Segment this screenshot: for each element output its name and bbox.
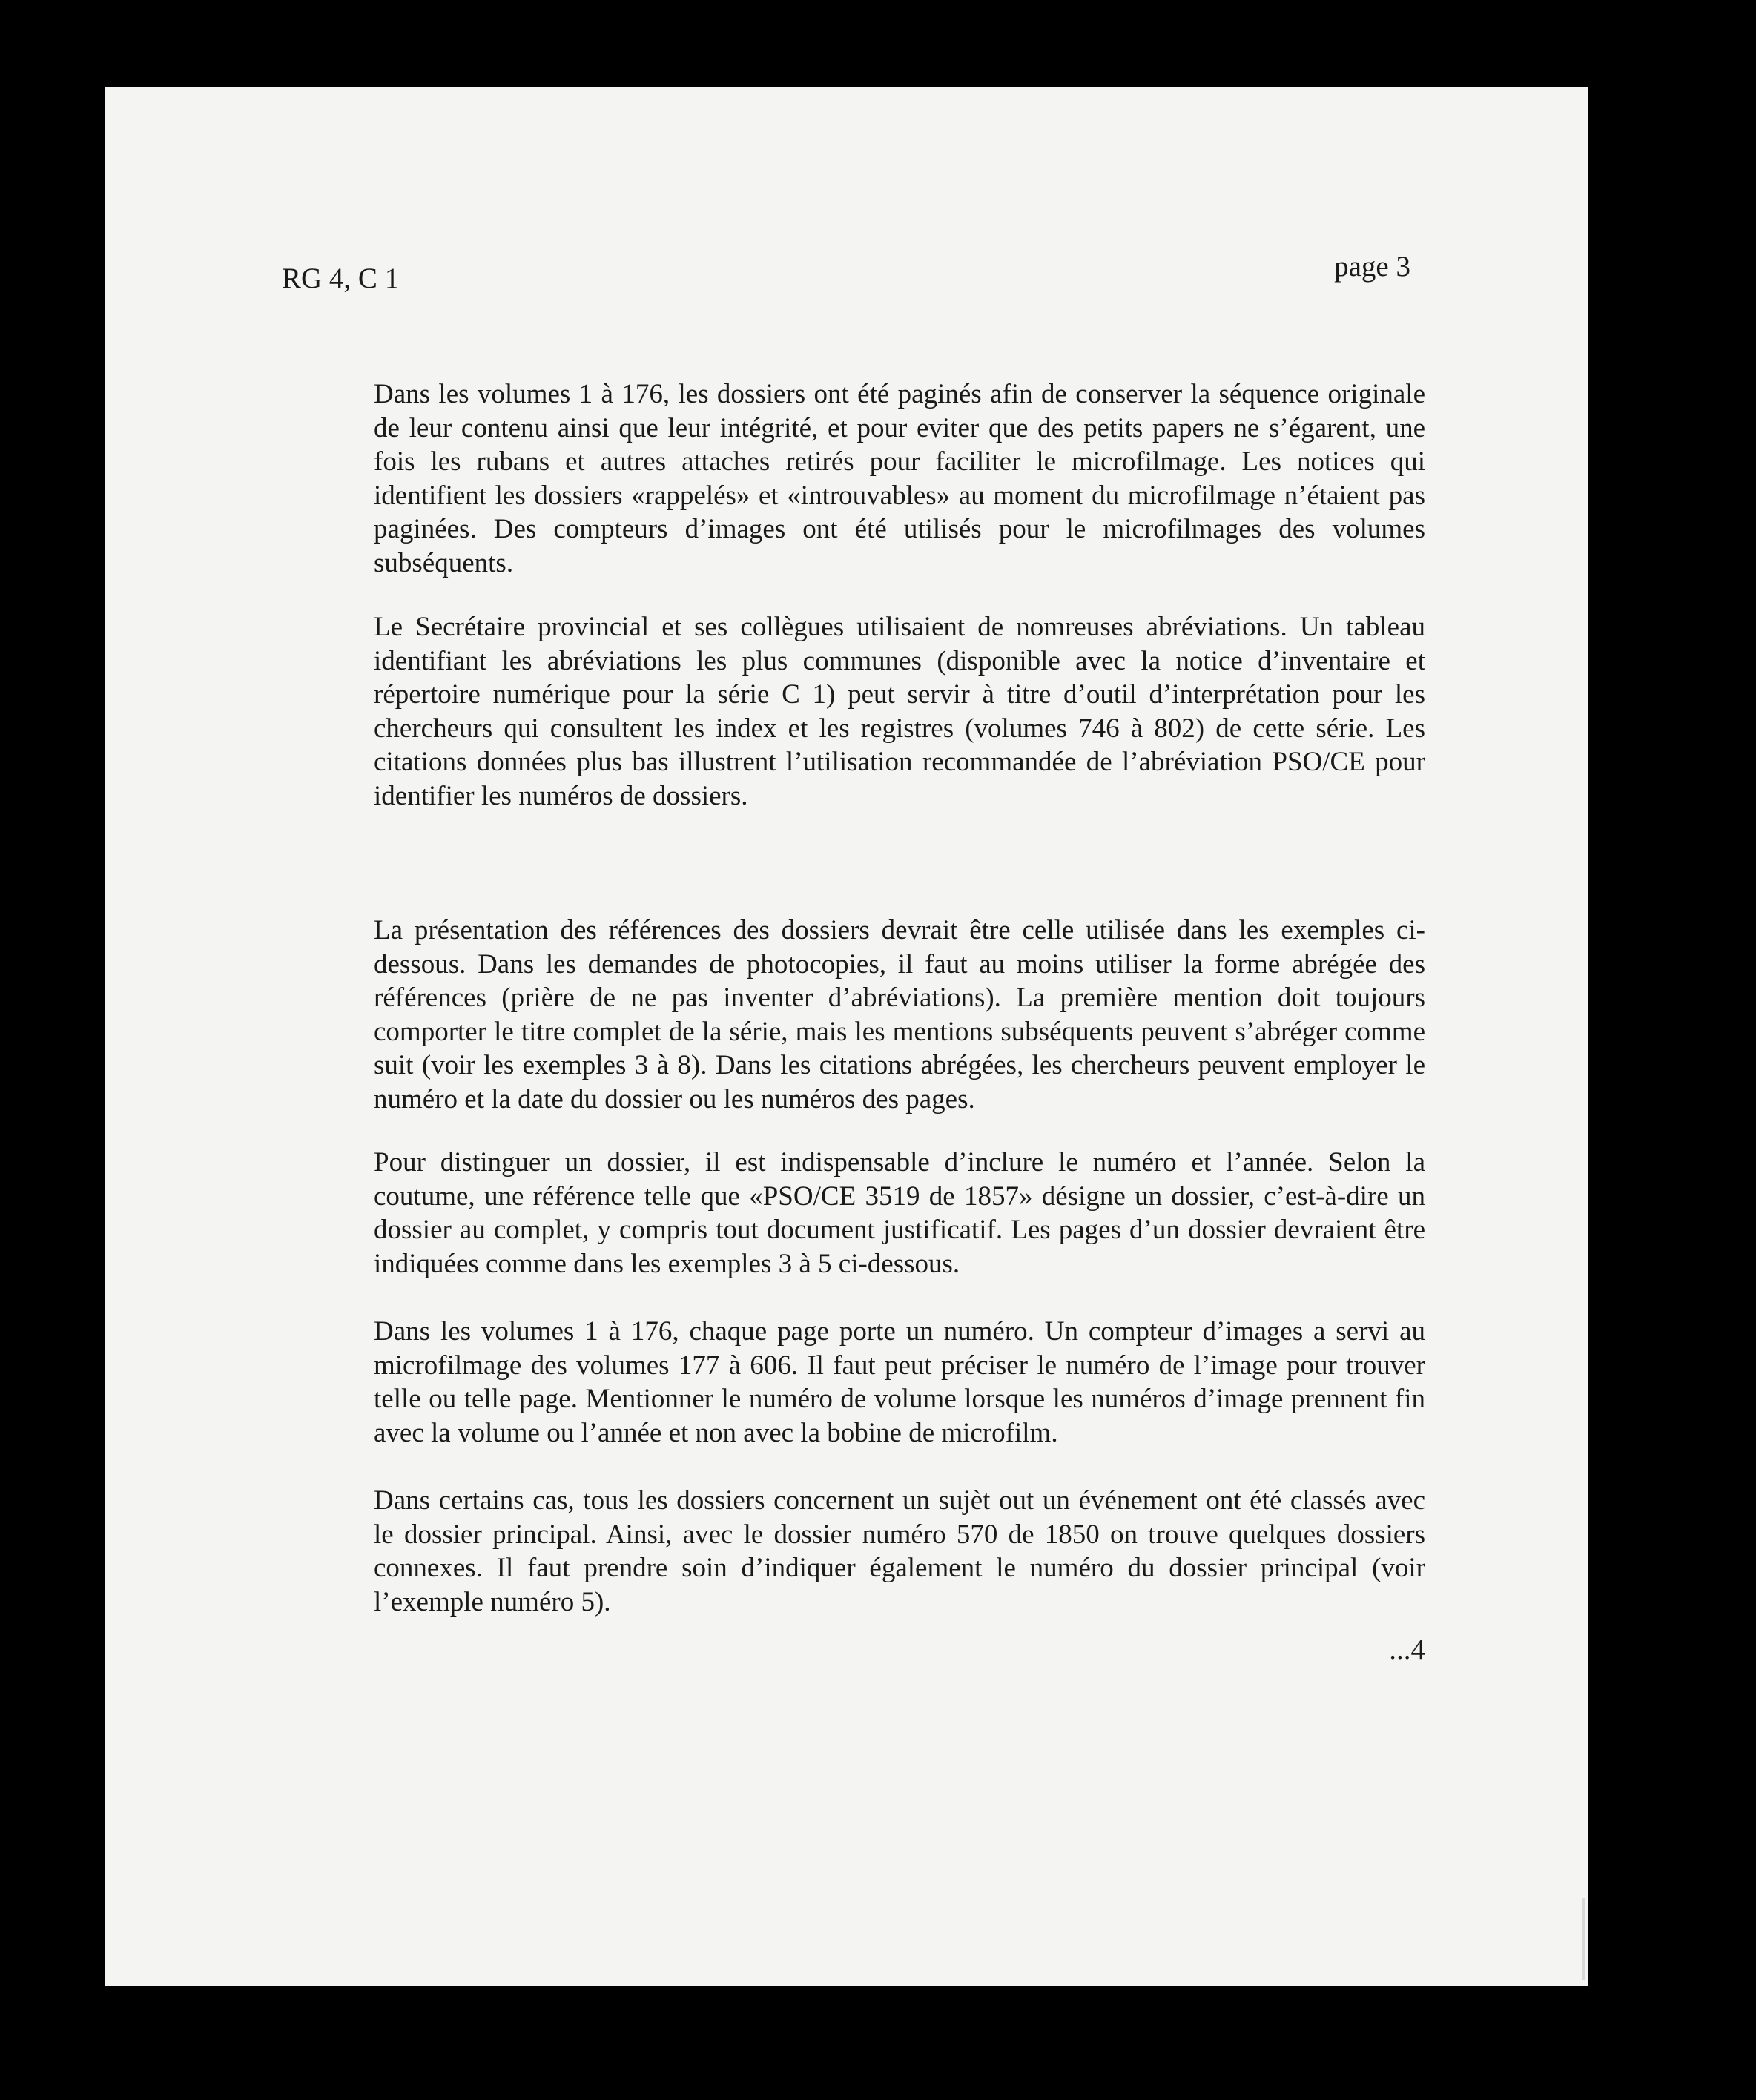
continuation-marker: ...4 (1389, 1634, 1425, 1665)
paragraph-related-dossiers: Dans certains cas, tous les dossiers concernent un sujèt out un événement ont été classés avec le dossier principal. Ainsi, avec le dossier numéro 570 de 1850 on trouve quelques dossiers connexes. Il faut prendre soin d’indiquer également le numéro du dossier principal (voir l’exemple numéro 5). (374, 1485, 1425, 1617)
paragraph-references: La présentation des références des dossiers devrait être celle utilisée dans les exemples ci-dessous. Dans les demandes de photocopies, il faut au moins utiliser la forme abrégée des références (prière de ne pas inventer d’abréviations). La première mention doit toujours comporter le titre complet de la série, mais les mentions subséquents peuvent s’abréger comme suit (voir les exemples 3 à 8). Dans les citations abrégées, les chercheurs peuvent employer le numéro et la date du dossier ou les numéros des pages. (374, 915, 1425, 1115)
scan-edge-mark (1582, 1898, 1585, 1980)
paragraph-pagination: Dans les volumes 1 à 176, les dossiers ont été paginés afin de conserver la séquence originale de leur contenu ainsi que leur intégrité, et pour eviter que des petits papers ne s’égarent, une fois les rubans et autres attaches retirés pour faciliter le microfilmage. Les notices qui identifient les dossiers «rappelés» et «introuvables» au moment du microfilmage n’étaient pas paginées. Des compteurs d’images ont été utilisés pour le microfilmages des volumes subséquents. (374, 379, 1425, 578)
paragraph-abbreviations: Le Secrétaire provincial et ses collègues utilisaient de nomreuses abréviations. Un tableau identifiant les abréviations les plus communes (disponible avec la notice d’inventaire et répertoire numérique pour la série C 1) peut servir à titre d’outil d’interprétation pour les chercheurs qui consultent les index et les registres (volumes 746 à 802) de cette série. Les citations données plus bas illustrent l’utilisation recommandée de l’abréviation PSO/CE pour identifier les numéros de dossiers. (374, 612, 1425, 811)
page-number: page 3 (1334, 251, 1410, 283)
paragraph-distinguish-dossier: Pour distinguer un dossier, il est indispensable d’inclure le numéro et l’année. Selon la coutume, une référence telle que «PSO/CE 3519 de 1857» désigne un dossier, c’est-à-dire un dossier au complet, y compris tout document justificatif. Les pages d’un dossier devraient être indiquées comme dans les exemples 3 à 5 ci-dessous. (374, 1147, 1425, 1279)
document-page (105, 88, 1588, 1986)
series-reference: RG 4, C 1 (282, 262, 400, 294)
paragraph-image-counter: Dans les volumes 1 à 176, chaque page porte un numéro. Un compteur d’images a servi au microfilmage des volumes 177 à 606. Il faut peut préciser le numéro de l’image pour trouver telle ou telle page. Mentionner le numéro de volume lorsque les numéros d’image prennent fin avec la volume ou l’année et non avec la bobine de microfilm. (374, 1316, 1425, 1448)
